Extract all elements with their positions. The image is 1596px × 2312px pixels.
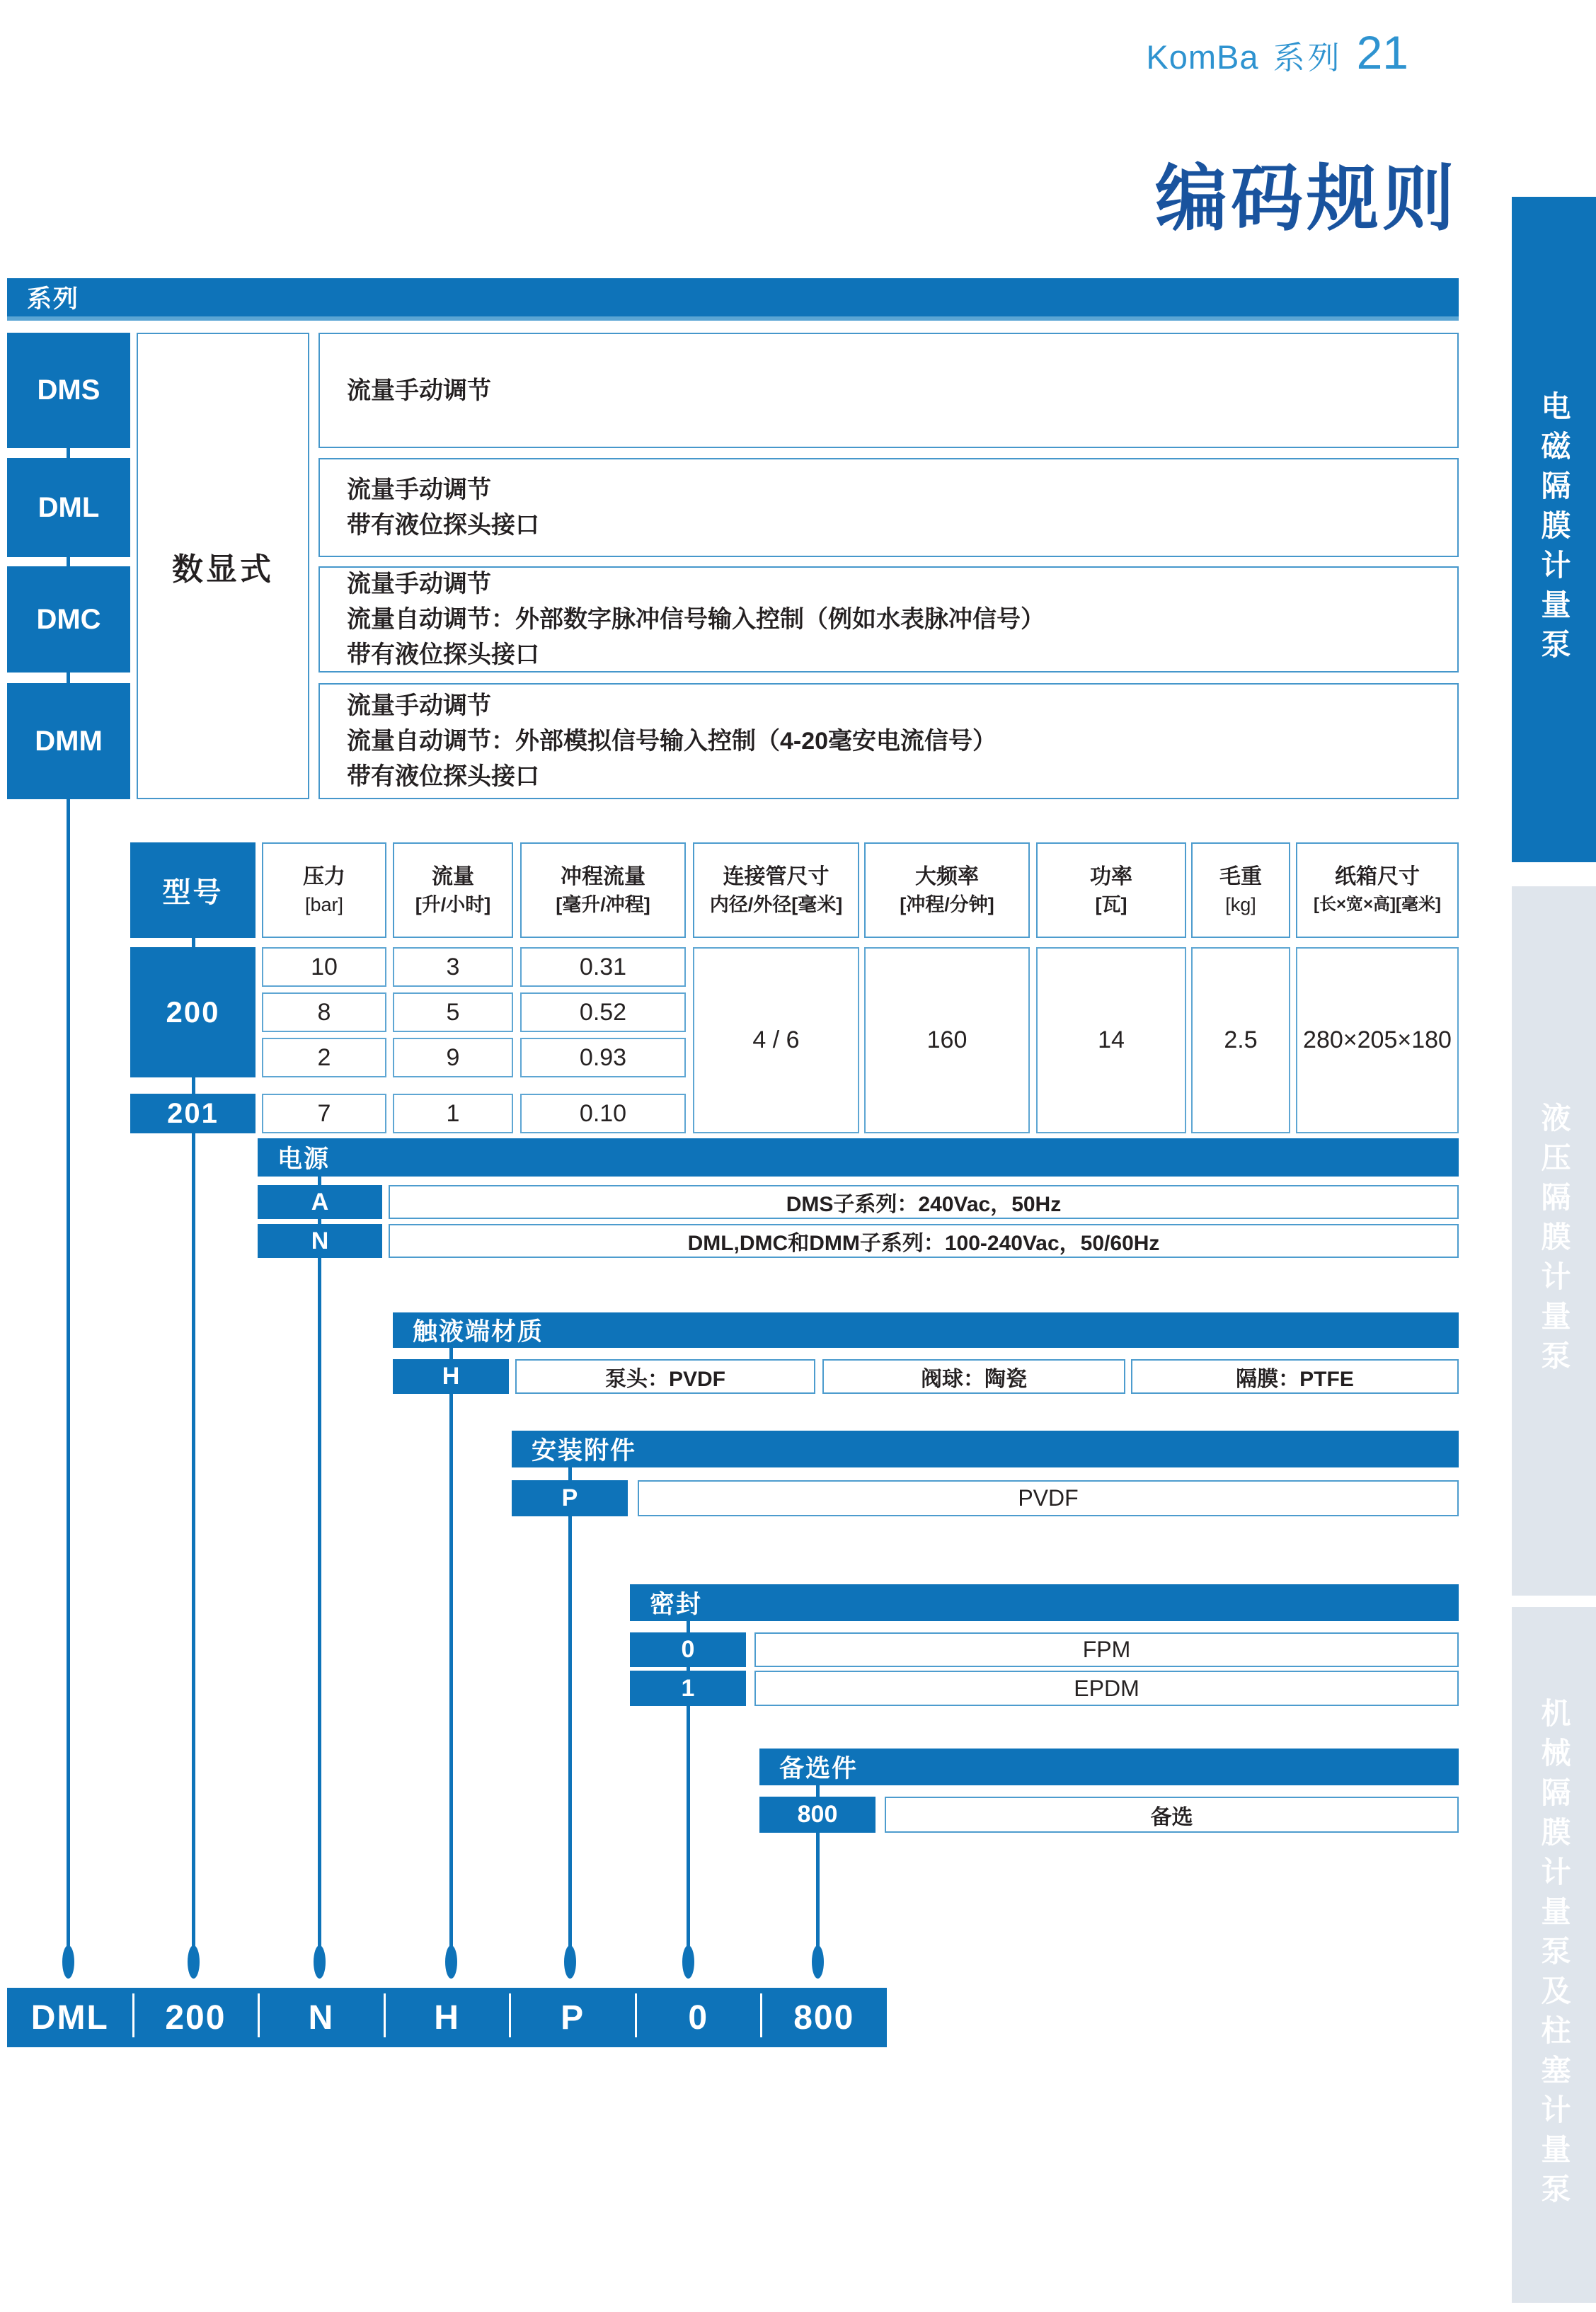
table-cell: 5 [393, 992, 513, 1032]
model-201-cell: 201 [130, 1094, 256, 1133]
code-segment [761, 1988, 887, 2047]
code-segment [384, 1988, 510, 2047]
seal-code-1: 1 [630, 1671, 746, 1706]
table-cell-carton: 280×205×180 [1296, 947, 1459, 1133]
desc-line: 流量手动调节 [347, 692, 491, 719]
table-cell-pipe-size: 4 / 6 [693, 947, 859, 1133]
series-code-dml: DML [7, 458, 130, 557]
col-name: 冲程流量 [561, 864, 645, 888]
col-unit: [bar] [304, 893, 344, 915]
options-code-800: 800 [759, 1797, 875, 1833]
table-cell: 8 [262, 992, 386, 1032]
desc-line: 流量手动调节 [347, 476, 491, 503]
series-desc-dml [318, 458, 1459, 557]
connector-line [318, 1219, 321, 1224]
series-section-bar [7, 278, 1459, 316]
connector-dot [188, 1945, 200, 1979]
wetted-section-bar [393, 1312, 1459, 1348]
col-name: 连接管尺寸 [723, 864, 829, 888]
series-desc-dmc [318, 566, 1459, 673]
table-cell-weight: 2.5 [1191, 947, 1290, 1133]
model-200-cell: 200 [130, 947, 256, 1077]
col-name: 大频率 [915, 864, 979, 888]
page-header [1062, 25, 1408, 79]
series-bar-accent-strip [7, 316, 1459, 321]
code-segment-label: 800 [793, 1998, 855, 2037]
connector-line [568, 1516, 572, 1954]
connector-line [687, 1621, 690, 1632]
table-cell-max-frequency: 160 [864, 947, 1030, 1133]
wetted-code-h: H [393, 1359, 509, 1394]
table-cell: 2 [262, 1038, 386, 1077]
power-code-n: N [258, 1224, 382, 1258]
mount-value: PVDF [638, 1480, 1459, 1516]
table-cell: 0.52 [520, 992, 686, 1032]
connector-line [449, 1394, 453, 1954]
options-section-bar [759, 1749, 1459, 1785]
connector-line [449, 1348, 453, 1359]
col-unit: [升/小时] [415, 893, 491, 915]
table-cell: 3 [393, 947, 513, 987]
seal-value-epdm: EPDM [754, 1671, 1459, 1706]
connector-dot [314, 1945, 326, 1979]
connector-line [67, 799, 70, 1954]
desc-line: 流量自动调节：外部数字脉冲信号输入控制（例如水表脉冲信号） [347, 606, 1045, 633]
mount-section-bar [512, 1431, 1459, 1467]
table-cell: 0.31 [520, 947, 686, 987]
sidebar-tab-label: 机械隔膜计量泵及柱塞计量泵 [1537, 1697, 1571, 2213]
power-section-label: 电源 [277, 1145, 331, 1173]
col-unit: [冲程/分钟] [900, 893, 994, 915]
spec-header-weight [1191, 842, 1290, 938]
spec-header-model: 型号 [130, 842, 256, 938]
connector-line [67, 557, 70, 566]
table-cell: 0.10 [520, 1094, 686, 1133]
seal-value-fpm: FPM [754, 1632, 1459, 1667]
col-unit: [毫升/冲程] [556, 893, 650, 915]
page-number: 21 [1356, 26, 1408, 79]
mount-section-label: 安装附件 [532, 1437, 637, 1465]
connector-line [816, 1833, 820, 1954]
spec-header-stroke-flow [520, 842, 686, 938]
table-cell: 10 [262, 947, 386, 987]
spec-header-pipe-size [693, 842, 859, 938]
connector-line [318, 1258, 321, 1954]
options-value: 备选 [885, 1797, 1459, 1833]
power-value-n: DML,DMC和DMM子系列：100-240Vac，50/60Hz [389, 1224, 1459, 1258]
code-segment-label: H [434, 1998, 460, 2037]
desc-line: 带有液位探头接口 [347, 763, 539, 790]
code-segment-label: P [561, 1998, 585, 2037]
sidebar-tab-hydraulic-diaphragm-pumps[interactable] [1512, 886, 1596, 1596]
table-cell: 7 [262, 1094, 386, 1133]
wetted-pump-head: 泵头：PVDF [515, 1359, 815, 1394]
desc-line: 流量自动调节：外部模拟信号输入控制（4-20毫安电流信号） [347, 728, 997, 755]
spec-header-carton [1296, 842, 1459, 938]
col-name: 流量 [432, 864, 474, 888]
spec-header-pressure [262, 842, 386, 938]
series-section-label: 系列 [27, 285, 80, 313]
seal-code-0: 0 [630, 1632, 746, 1667]
connector-dot [62, 1945, 74, 1979]
sidebar-tab-label: 电磁隔膜计量泵 [1537, 391, 1571, 668]
col-name: 压力 [303, 864, 345, 888]
code-segment-label: DML [30, 1998, 109, 2037]
mount-code-p: P [512, 1480, 628, 1516]
connector-line [67, 673, 70, 683]
code-segment [510, 1988, 636, 2047]
series-desc-dms [318, 333, 1459, 448]
code-segment [133, 1988, 259, 2047]
connector-line [192, 1077, 195, 1094]
table-cell-power: 14 [1036, 947, 1186, 1133]
series-code-dmm: DMM [7, 683, 130, 799]
code-segment [7, 1988, 133, 2047]
connector-line [816, 1785, 820, 1797]
desc-line: 带有液位探头接口 [347, 512, 539, 539]
power-code-a: A [258, 1185, 382, 1219]
table-cell: 1 [393, 1094, 513, 1133]
spec-header-flow [393, 842, 513, 938]
series-desc-dmm [318, 683, 1459, 799]
connector-line [192, 1133, 195, 1954]
wetted-valve-ball: 阀球：陶瓷 [822, 1359, 1125, 1394]
options-section-label: 备选件 [779, 1755, 859, 1782]
col-unit: [kg] [1225, 893, 1256, 915]
connector-line [687, 1706, 690, 1954]
brand-name: KomBa [1146, 38, 1259, 76]
col-name: 纸箱尺寸 [1335, 864, 1420, 888]
table-cell: 9 [393, 1038, 513, 1077]
sidebar-tab-solenoid-diaphragm-pumps[interactable] [1512, 197, 1596, 862]
seal-section-bar [630, 1584, 1459, 1621]
col-name: 毛重 [1219, 864, 1262, 888]
connector-dot [812, 1945, 824, 1979]
wetted-diaphragm: 隔膜：PTFE [1131, 1359, 1459, 1394]
code-segment-label: 0 [688, 1998, 709, 2037]
display-type-box [137, 333, 309, 799]
code-segment-label: N [308, 1998, 335, 2037]
table-cell: 0.93 [520, 1038, 686, 1077]
sidebar-tab-mechanical-diaphragm-plunger-pumps[interactable] [1512, 1607, 1596, 2303]
connector-line [192, 938, 195, 947]
connector-dot [682, 1945, 694, 1979]
col-unit: [长×宽×高][毫米] [1314, 894, 1441, 914]
page-title: 编码规则 [1155, 159, 1458, 239]
desc-line: 带有液位探头接口 [347, 641, 539, 668]
code-segment [258, 1988, 384, 2047]
series-code-dmc: DMC [7, 566, 130, 673]
sidebar-tab-label: 液压隔膜计量泵 [1537, 1102, 1571, 1380]
connector-line [687, 1667, 690, 1671]
spec-header-max-frequency [864, 842, 1030, 938]
order-code-bar [7, 1988, 887, 2047]
display-type-label: 数显式 [172, 551, 274, 587]
code-segment [636, 1988, 762, 2047]
connector-dot [564, 1945, 576, 1979]
connector-line [67, 448, 70, 458]
col-unit: [瓦] [1095, 893, 1127, 915]
col-name: 功率 [1090, 864, 1132, 888]
wetted-section-label: 触液端材质 [413, 1318, 544, 1346]
desc-line: 流量手动调节 [347, 571, 491, 597]
power-section-bar [258, 1138, 1459, 1177]
connector-dot [445, 1945, 457, 1979]
series-code-dms: DMS [7, 333, 130, 448]
col-unit: 内径/外径[毫米] [709, 893, 843, 915]
desc-line: 流量手动调节 [347, 377, 491, 404]
spec-header-power [1036, 842, 1186, 938]
power-value-a: DMS子系列：240Vac，50Hz [389, 1185, 1459, 1219]
connector-line [318, 1177, 321, 1185]
seal-section-label: 密封 [650, 1591, 703, 1618]
brand-series-word: 系列 [1273, 40, 1343, 76]
connector-line [568, 1467, 572, 1480]
code-segment-label: 200 [165, 1998, 226, 2037]
